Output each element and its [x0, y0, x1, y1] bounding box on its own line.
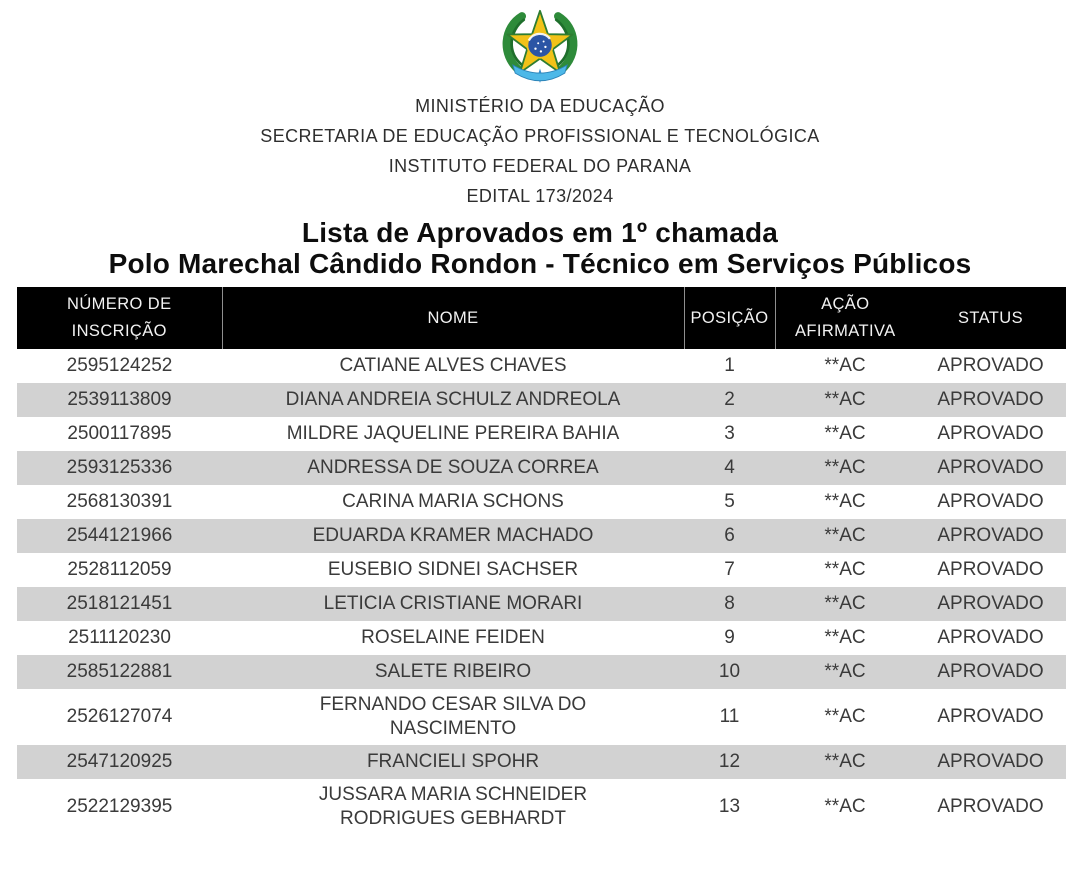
- results-table-body: [17, 349, 1066, 835]
- table-row: [17, 655, 1066, 689]
- cell-inscricao: 2544121966: [66, 525, 173, 546]
- brazil-coat-of-arms-icon: [494, 9, 586, 83]
- cell-inscricao: 2547120925: [66, 751, 173, 772]
- cell-posicao: 3: [724, 423, 735, 444]
- cell-status: APROVADO: [937, 355, 1044, 376]
- cell-posicao: 11: [719, 706, 740, 727]
- cell-posicao: 12: [718, 751, 741, 772]
- cell-inscricao: 2593125336: [66, 457, 173, 478]
- cell-status: APROVADO: [937, 661, 1044, 682]
- cell-inscricao: 2526127074: [66, 706, 173, 727]
- cell-nome: ANDRESSA DE SOUZA CORREA: [307, 457, 599, 478]
- cell-nome: FRANCIELI SPOHR: [366, 751, 540, 772]
- cell-acao: **AC: [824, 627, 866, 648]
- cell-nome: SALETE RIBEIRO: [374, 661, 532, 682]
- cell-acao: **AC: [824, 796, 866, 817]
- cell-acao: **AC: [824, 423, 866, 444]
- table-row: [17, 621, 1066, 655]
- table-row: [17, 779, 1066, 835]
- table-row: [17, 417, 1066, 451]
- table-row: [17, 587, 1066, 621]
- cell-posicao: 10: [718, 661, 741, 682]
- cell-acao: **AC: [824, 661, 866, 682]
- table-row: [17, 349, 1066, 383]
- cell-posicao: 2: [724, 389, 735, 410]
- col-header-nome: NOME: [222, 287, 684, 349]
- cell-inscricao: 2539113809: [67, 389, 172, 410]
- col-header-status: STATUS: [915, 287, 1066, 349]
- org-header: [0, 91, 1080, 211]
- cell-inscricao: 2585122881: [66, 661, 173, 682]
- ministry-line: MINISTÉRIO DA EDUCAÇÃO: [415, 96, 665, 116]
- cell-status: APROVADO: [937, 751, 1044, 772]
- cell-posicao: 7: [724, 559, 735, 580]
- secretariat-line: SECRETARIA DE EDUCAÇÃO PROFISSIONAL E TECNOLÓGICA: [260, 126, 820, 146]
- document-page: [0, 9, 1080, 873]
- table-row: [17, 689, 1066, 745]
- cell-acao: **AC: [824, 491, 866, 512]
- cell-status: APROVADO: [937, 706, 1044, 727]
- cell-nome: EUSEBIO SIDNEI SACHSER: [327, 559, 579, 580]
- cell-nome: JUSSARA MARIA SCHNEIDER RODRIGUES GEBHARDT: [318, 784, 588, 829]
- cell-nome: LETICIA CRISTIANE MORARI: [323, 593, 583, 614]
- table-row: [17, 485, 1066, 519]
- cell-posicao: 6: [724, 525, 735, 546]
- cell-nome: CARINA MARIA SCHONS: [342, 491, 564, 512]
- cell-acao: **AC: [824, 751, 866, 772]
- institute-line: INSTITUTO FEDERAL DO PARANA: [388, 156, 692, 176]
- title-line-1: Lista de Aprovados em 1º chamada: [301, 217, 779, 248]
- cell-inscricao: 2518121451: [66, 593, 173, 614]
- cell-acao: **AC: [824, 706, 866, 727]
- cell-status: APROVADO: [937, 457, 1044, 478]
- cell-status: APROVADO: [937, 525, 1044, 546]
- cell-inscricao: 2522129395: [66, 796, 173, 817]
- cell-acao: **AC: [824, 389, 866, 410]
- cell-status: APROVADO: [937, 796, 1044, 817]
- cell-acao: **AC: [824, 457, 866, 478]
- table-row: [17, 519, 1066, 553]
- col-header-numero-inscricao: NÚMERO DE INSCRIÇÃO: [17, 287, 222, 349]
- cell-posicao: 5: [724, 491, 735, 512]
- table-row: [17, 745, 1066, 779]
- table-header-row: [17, 287, 1066, 349]
- cell-posicao: 8: [724, 593, 735, 614]
- cell-inscricao: 2595124252: [66, 355, 173, 376]
- table-row: [17, 451, 1066, 485]
- cell-status: APROVADO: [937, 491, 1044, 512]
- cell-posicao: 13: [718, 796, 741, 817]
- cell-acao: **AC: [824, 593, 866, 614]
- cell-status: APROVADO: [937, 559, 1044, 580]
- cell-nome: DIANA ANDREIA SCHULZ ANDREOLA: [285, 389, 621, 410]
- cell-status: APROVADO: [937, 389, 1044, 410]
- cell-inscricao: 2511120230: [68, 627, 171, 648]
- cell-acao: **AC: [824, 559, 866, 580]
- cell-inscricao: 2568130391: [66, 491, 173, 512]
- page-title: [0, 217, 1080, 279]
- cell-status: APROVADO: [937, 627, 1044, 648]
- col-header-acao-afirmativa: AÇÃO AFIRMATIVA: [775, 287, 915, 349]
- cell-nome: MILDRE JAQUELINE PEREIRA BAHIA: [286, 423, 620, 444]
- cell-posicao: 9: [724, 627, 735, 648]
- cell-acao: **AC: [824, 355, 866, 376]
- approved-list-table: [17, 287, 1066, 835]
- edital-line: EDITAL 173/2024: [466, 186, 614, 206]
- cell-nome: FERNANDO CESAR SILVA DO NASCIMENTO: [319, 694, 587, 739]
- table-row: [17, 383, 1066, 417]
- title-line-2: Polo Marechal Cândido Rondon - Técnico em Serviços Públicos: [108, 248, 972, 279]
- col-header-posicao: POSIÇÃO: [684, 287, 775, 349]
- cell-posicao: 4: [724, 457, 735, 478]
- table-row: [17, 553, 1066, 587]
- cell-status: APROVADO: [937, 423, 1044, 444]
- cell-posicao: 1: [724, 355, 735, 376]
- cell-inscricao: 2500117895: [67, 423, 172, 444]
- cell-acao: **AC: [824, 525, 866, 546]
- cell-nome: ROSELAINE FEIDEN: [361, 627, 545, 648]
- cell-nome: EDUARDA KRAMER MACHADO: [312, 525, 594, 546]
- cell-inscricao: 2528112059: [67, 559, 172, 580]
- cell-status: APROVADO: [937, 593, 1044, 614]
- cell-nome: CATIANE ALVES CHAVES: [339, 355, 567, 376]
